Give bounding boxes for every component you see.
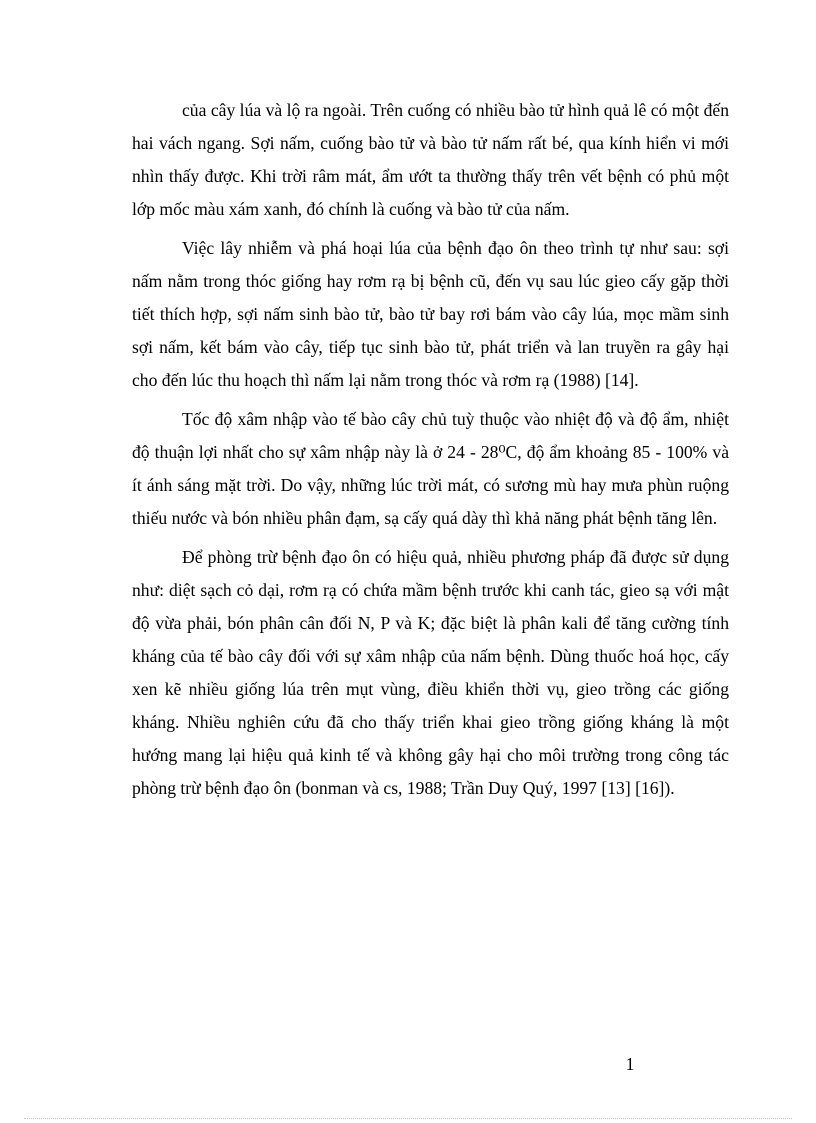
paragraph-invasion-conditions: Tốc độ xâm nhập vào tế bào cây chủ tuỳ thuộc vào nhiệt độ và độ ẩm, nhiệt độ thuận lợi nhất cho sự xâm nhập này là ở 24 - 28⁰C, độ ẩm khoảng 85 - 100% và ít ánh sáng mặt trời. Do vậy, những lúc trời mát, có sương mù hay mưa phùn ruộng thiếu nước và bón nhiều phân đạm, sạ cấy quá dày thì khả năng phát bệnh tăng lên. — [132, 409, 729, 528]
page-number: 1 — [625, 1054, 635, 1074]
paragraph-infection-process: Việc lây nhiễm và phá hoại lúa của bệnh đạo ôn theo trình tự như sau: sợi nấm nằm trong thóc giống hay rơm rạ bị bệnh cũ, đến vụ sau lúc gieo cấy gặp thời tiết thích hợp, sợi nấm sinh bào tử, bào tử bay rơi bám vào cây lúa, mọc mầm sinh sợi nấm, kết bám vào cây, tiếp tục sinh bào tử, phát triển và lan truyền ra gây hại cho đến lúc thu hoạch thì nấm lại nằm trong thóc và rơm rạ (1988) [14]. — [132, 238, 729, 390]
page-break-divider — [24, 1118, 792, 1119]
body-text — [132, 94, 729, 811]
paragraph-fungus-description: của cây lúa và lộ ra ngoài. Trên cuống có nhiều bào tử hình quả lê có một đến hai vách ngang. Sợi nấm, cuống bào tử và bào tử nấm rất bé, qua kính hiển vi mới nhìn thấy được. Khi trời râm mát, ẩm ướt ta thường thấy trên vết bệnh có phủ một lớp mốc màu xám xanh, đó chính là cuống và bào tử của nấm. — [132, 100, 729, 219]
paragraph-prevention-methods: Để phòng trừ bệnh đạo ôn có hiệu quả, nhiều phương pháp đã được sử dụng như: diệt sạch cỏ dại, rơm rạ có chứa mầm bệnh trước khi canh tác, gieo sạ với mật độ vừa phải, bón phân cân đối N, P và K; đặc biệt là phân kali để tăng cường tính kháng của tế bào cây đối với sự xâm nhập của nấm bệnh. Dùng thuốc hoá học, cấy xen kẽ nhiều giống lúa trên mụt vùng, điều khiển thời vụ, gieo trồng các giống kháng. Nhiều nghiên cứu đã cho thấy triển khai gieo trồng giống kháng là một hướng mang lại hiệu quả kinh tế và không gây hại cho môi trường trong công tác phòng trừ bệnh đạo ôn (bonman và cs, 1988; Trần Duy Quý, 1997 [13] [16]). — [132, 547, 729, 798]
